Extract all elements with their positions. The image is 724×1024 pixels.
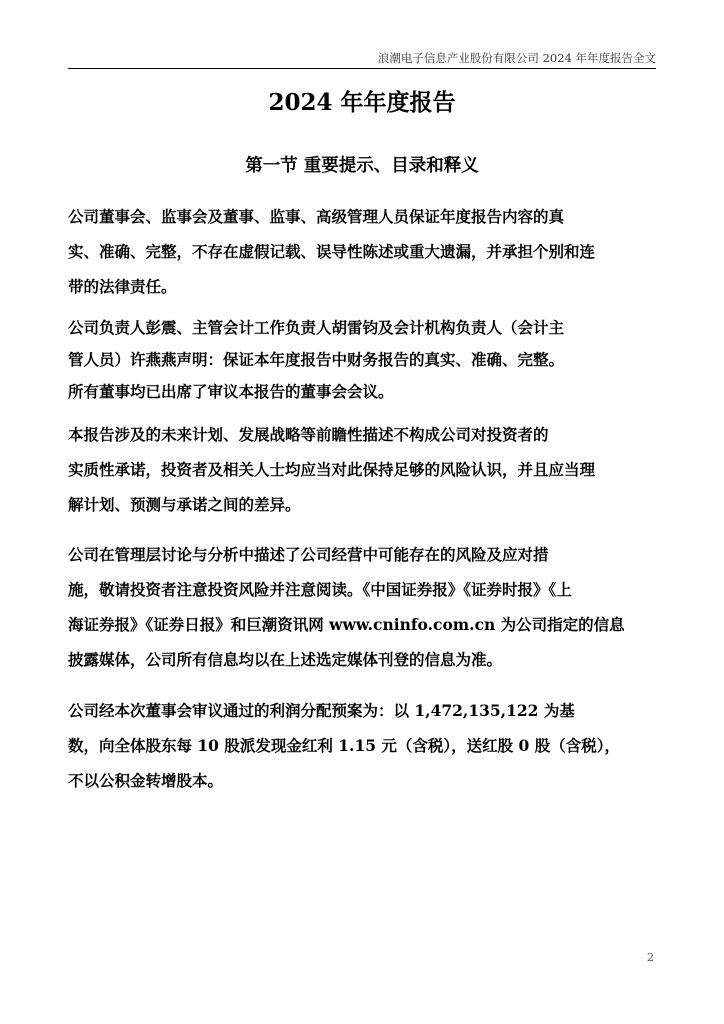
body-line: 施，敬请投资者注意投资风险并注意阅读。《中国证券报》《证券时报》《上: [68, 580, 572, 599]
body-line: 所有董事均已出席了审议本报告的董事会会议。: [68, 382, 394, 401]
section-title: 第一节 重要提示、目录和释义: [245, 156, 479, 176]
body-line: 本报告涉及的未来计划、发展战略等前瞻性描述不构成公司对投资者的: [68, 425, 549, 444]
body-line: 海证券报》《证券日报》和巨潮资讯网 www.cninfo.com.cn 为公司指定的信息: [68, 615, 625, 634]
page-header: 浪潮电子信息产业股份有限公司 2024 年年度报告全文: [68, 48, 656, 69]
body-line: 管人员）许燕燕声明：保证本年度报告中财务报告的真实、准确、完整。: [68, 350, 565, 369]
body-line: 披露媒体，公司所有信息均以在上述选定媒体刊登的信息为准。: [68, 650, 503, 669]
report-title: 2024 年年度报告: [268, 89, 456, 116]
body-line: 解计划、预测与承诺之间的差异。: [68, 495, 301, 514]
body-line: 公司董事会、监事会及董事、监事、高级管理人员保证年度报告内容的真: [68, 207, 565, 226]
body-line: 公司负责人彭震、主管会计工作负责人胡雷钧及会计机构负责人（会计主: [68, 318, 565, 337]
body-line: 公司在管理层讨论与分析中描述了公司经营中可能存在的风险及应对措: [68, 545, 549, 564]
body-line: 数，向全体股东每 10 股派发现金红利 1.15 元（含税），送红股 0 股（含税），: [68, 736, 620, 755]
body-line: 公司经本次董事会审议通过的利润分配预案为：以 1,472,135,122 为基: [68, 701, 575, 720]
body-line: 不以公积金转增股本。: [68, 771, 224, 790]
body-line: 带的法律责任。: [68, 277, 177, 296]
body-line: 实质性承诺，投资者及相关人士均应当对此保持足够的风险认识，并且应当理: [68, 460, 596, 479]
page-number: 2: [647, 951, 654, 964]
body-line: 实、准确、完整，不存在虚假记载、误导性陈述或重大遗漏，并承担个别和连: [68, 242, 596, 261]
